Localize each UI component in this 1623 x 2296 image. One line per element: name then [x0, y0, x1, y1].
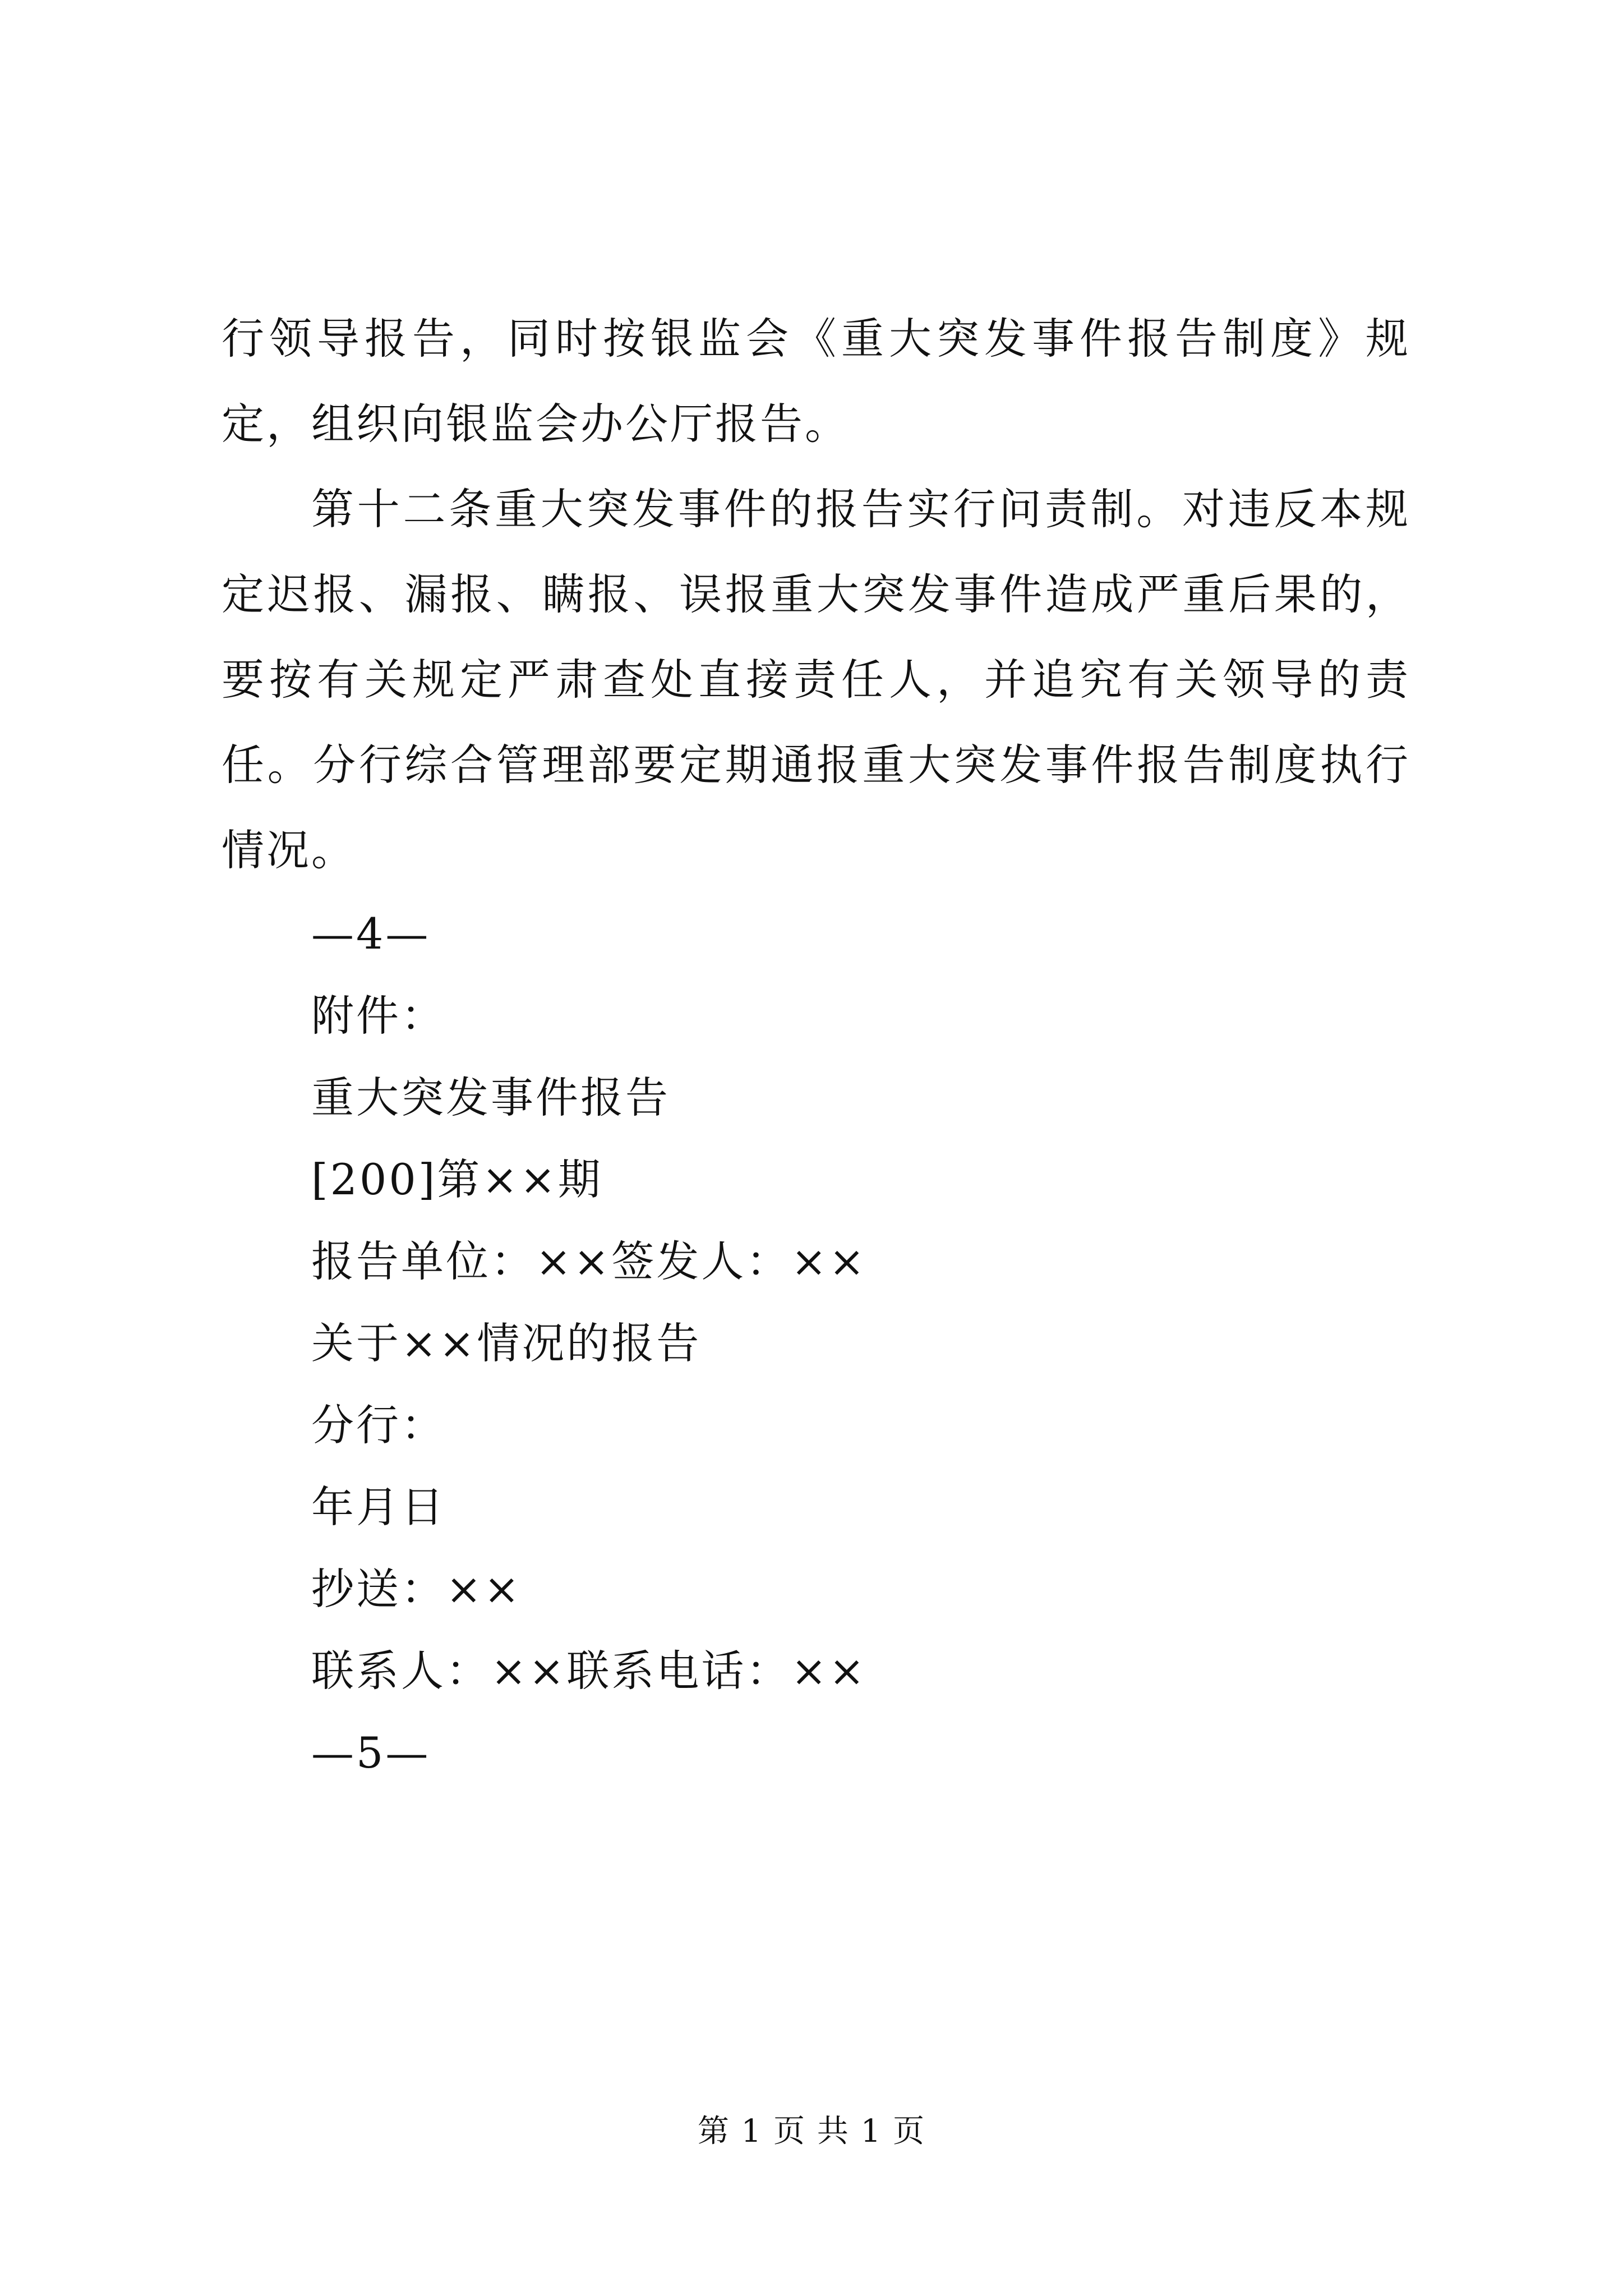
attachment-label: 附件： — [311, 991, 446, 1041]
report-title: 重大突发事件报告 — [311, 1073, 670, 1122]
issue-number: [200]第××期 — [311, 1154, 603, 1204]
page-footer: 第 1 页 共 1 页 — [697, 2113, 926, 2150]
page-marker-4: —4— — [311, 909, 431, 959]
page-marker-5: —5— — [311, 1728, 431, 1778]
recipient-line: 分行： — [311, 1400, 446, 1450]
cc-line: 抄送：×× — [311, 1564, 522, 1614]
paragraph-continuation: 行领导报告，同时按银监会《重大突发事件报告制度》规定，组织向银监会办公厅报告。 — [222, 314, 1410, 449]
paragraph-article-12: 第十二条重大突发事件的报告实行问责制。对违反本规定迟报、漏报、瞒报、误报重大突发事件造成严重后果的，要按有关规定严肃查处直接责任人，并追究有关领导的责任。分行综合管理部要定期通报重大突发事件报告制度执行情况。 — [222, 484, 1410, 875]
document-body — [222, 296, 1410, 1794]
report-subject-line: 关于××情况的报告 — [311, 1318, 702, 1368]
contact-line: 联系人：××联系电话：×× — [311, 1646, 867, 1696]
date-line: 年月日 — [311, 1482, 446, 1532]
reporting-unit-line: 报告单位：××签发人：×× — [311, 1236, 867, 1286]
